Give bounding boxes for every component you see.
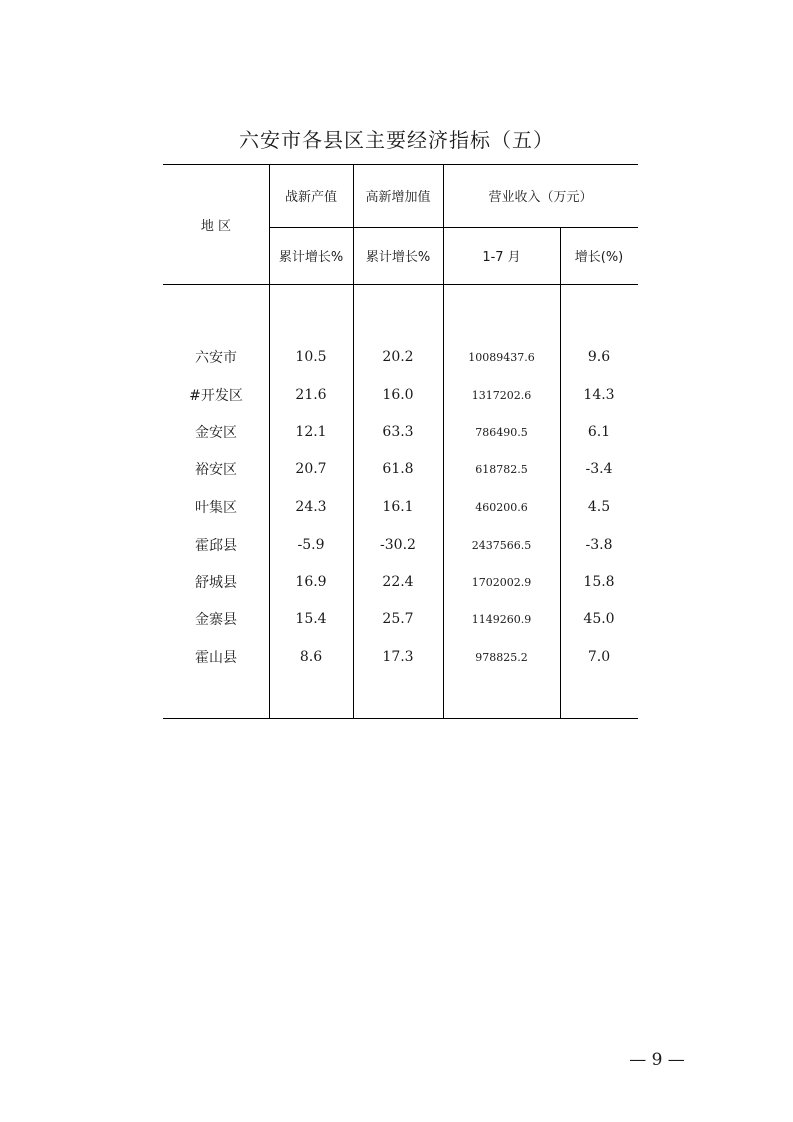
revenue-value: 786490.5 — [475, 425, 528, 439]
header-growth: 增长(%) — [574, 250, 624, 265]
region-name: 霍邱县 — [195, 538, 237, 554]
strategic-output-growth: 24.3 — [295, 499, 327, 515]
header-revenue: 营业收入（万元） — [488, 190, 593, 205]
header-cum-growth: 累计增长% — [365, 250, 431, 265]
hightech-value-growth: 16.1 — [382, 499, 414, 515]
strategic-output-growth: 12.1 — [295, 424, 327, 440]
revenue-growth: 6.1 — [587, 424, 611, 440]
region-name: 裕安区 — [195, 462, 237, 478]
table-row — [163, 645, 638, 669]
revenue-value: 2437566.5 — [471, 538, 532, 552]
table-row — [163, 570, 638, 594]
revenue-value: 1149260.9 — [471, 612, 532, 626]
region-name: 六安市 — [195, 350, 237, 366]
header-strategic-output: 战新产值 — [284, 190, 337, 205]
hightech-value-growth: 63.3 — [382, 424, 414, 440]
header-period: 1-7 月 — [482, 250, 521, 265]
header-cum-growth: 累计增长% — [278, 250, 344, 265]
region-name: #开发区 — [189, 388, 243, 404]
indicators-table — [163, 164, 638, 719]
revenue-value: 1317202.6 — [471, 388, 532, 402]
revenue-value: 978825.2 — [475, 650, 528, 664]
hightech-value-growth: 17.3 — [382, 649, 414, 665]
header-hightech-value: 高新增加值 — [365, 190, 431, 205]
table-bottom-rule — [163, 718, 638, 719]
revenue-growth: -3.4 — [585, 461, 613, 477]
table-row — [163, 345, 638, 369]
table-row — [163, 533, 638, 557]
revenue-growth: 4.5 — [587, 499, 611, 515]
table-row — [163, 383, 638, 407]
hightech-value-growth: 16.0 — [382, 387, 414, 403]
table-row — [163, 607, 638, 631]
revenue-growth: 14.3 — [583, 387, 615, 403]
strategic-output-growth: 8.6 — [299, 649, 323, 665]
hightech-value-growth: -30.2 — [380, 537, 416, 553]
hightech-value-growth: 20.2 — [382, 349, 414, 365]
revenue-value: 618782.5 — [475, 462, 528, 476]
revenue-growth: 9.6 — [587, 349, 611, 365]
region-name: 金安区 — [195, 425, 237, 441]
strategic-output-growth: 20.7 — [295, 461, 327, 477]
revenue-growth: 15.8 — [583, 574, 615, 590]
header-bottom-rule — [163, 284, 638, 285]
page-title: 六安市各县区主要经济指标（五） — [239, 128, 554, 152]
table-row — [163, 495, 638, 519]
strategic-output-growth: 16.9 — [295, 574, 327, 590]
region-name: 舒城县 — [195, 575, 237, 591]
strategic-output-growth: -5.9 — [297, 537, 325, 553]
revenue-growth: 45.0 — [583, 611, 615, 627]
header-region: 地 区 — [200, 218, 232, 234]
strategic-output-growth: 21.6 — [295, 387, 327, 403]
hightech-value-growth: 61.8 — [382, 461, 414, 477]
strategic-output-growth: 10.5 — [295, 349, 327, 365]
region-name: 霍山县 — [195, 650, 237, 666]
strategic-output-growth: 15.4 — [295, 611, 327, 627]
revenue-growth: -3.8 — [585, 537, 613, 553]
page-number: — 9 — — [629, 1050, 685, 1070]
revenue-value: 10089437.6 — [468, 350, 535, 364]
revenue-growth: 7.0 — [587, 649, 611, 665]
table-row — [163, 420, 638, 444]
revenue-value: 460200.6 — [475, 500, 528, 514]
hightech-value-growth: 25.7 — [382, 611, 414, 627]
hightech-value-growth: 22.4 — [382, 574, 414, 590]
region-name: 金寨县 — [195, 612, 237, 628]
region-name: 叶集区 — [195, 500, 237, 516]
table-row — [163, 457, 638, 481]
revenue-value: 1702002.9 — [471, 575, 532, 589]
